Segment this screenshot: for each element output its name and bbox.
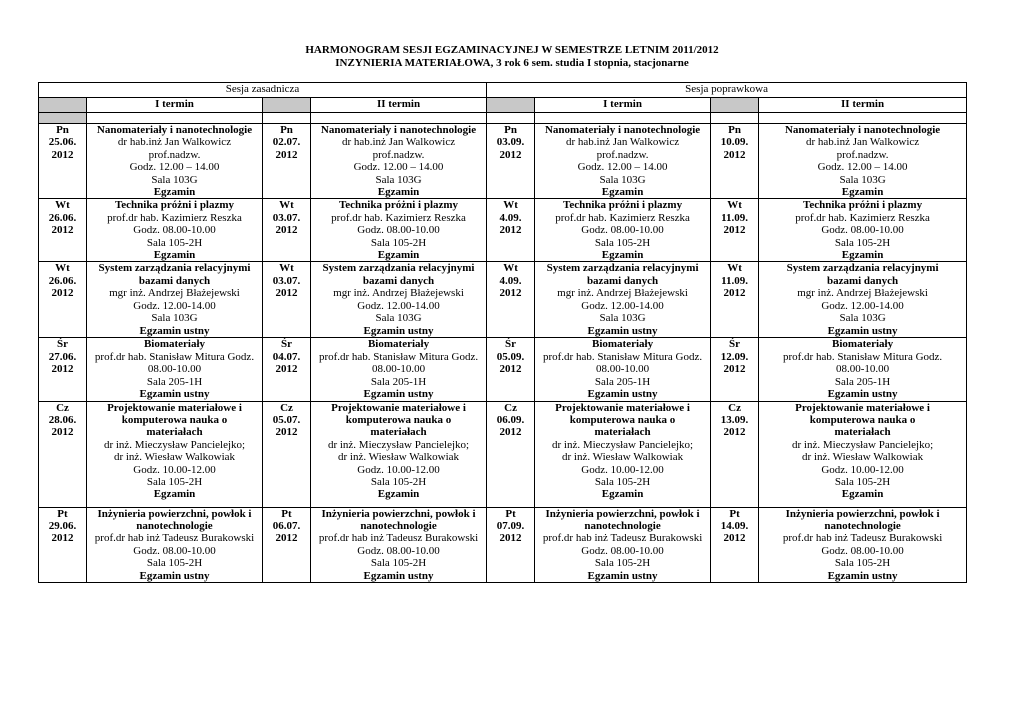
- empty-cell: [759, 113, 967, 124]
- exam-detail: Sala 103G: [839, 312, 886, 325]
- exam-type: Egzamin ustny: [587, 569, 658, 582]
- exam-detail: Godz. 10.00-12.00: [821, 463, 904, 476]
- exam-subject: System zarządzania relacyjnymi: [786, 262, 939, 275]
- exam-date-line: 2012: [723, 148, 746, 161]
- exam-date-line: Wt: [727, 262, 742, 275]
- exam-date-cell: [711, 262, 759, 338]
- exam-detail: Sala 105-2H: [370, 557, 427, 570]
- exam-detail: Godz. 08.00-10.00: [581, 544, 664, 557]
- exam-type: Egzamin: [377, 488, 420, 501]
- exam-detail: prof.dr hab inż Tadeusz Burakowski: [94, 532, 255, 545]
- exam-detail: Sala 105-2H: [370, 236, 427, 249]
- exam-info-cell: [87, 401, 263, 507]
- exam-date-line: 2012: [499, 148, 522, 161]
- exam-info-cell: [759, 199, 967, 262]
- header-gray-cell: [39, 98, 87, 113]
- exam-detail: Godz. 12.00-14.00: [821, 299, 904, 312]
- exam-subject: Biomateriały: [591, 338, 654, 351]
- exam-type: Egzamin: [153, 186, 196, 199]
- empty-cell: [263, 113, 311, 124]
- exam-detail: Godz. 12.00 – 14.00: [817, 161, 908, 174]
- exam-detail: Sala 103G: [375, 312, 422, 325]
- exam-date-cell: [487, 338, 535, 401]
- exam-date-line: 2012: [499, 363, 522, 376]
- exam-detail: Sala 103G: [839, 173, 886, 186]
- exam-detail: Godz. 12.00 – 14.00: [577, 161, 668, 174]
- exam-info-cell: [535, 507, 711, 582]
- exam-date-line: Wt: [503, 262, 518, 275]
- exam-subject: bazami danych: [138, 274, 211, 287]
- exam-date-line: 28.06.: [48, 413, 77, 426]
- exam-date-cell: [487, 262, 535, 338]
- exam-subject: Technika próżni i plazmy: [563, 199, 683, 212]
- exam-date-line: Cz: [504, 401, 517, 414]
- term-4-header: II termin: [759, 98, 967, 113]
- exam-row: [39, 199, 967, 262]
- exam-subject: komputerowa nauka o: [809, 413, 916, 426]
- exam-date-line: Śr: [729, 338, 741, 351]
- exam-date-line: 04.07.: [272, 350, 301, 363]
- exam-type: Egzamin: [841, 186, 884, 199]
- exam-date-line: Pt: [505, 507, 516, 520]
- exam-subject: Projektowanie materiałowe i: [795, 401, 930, 414]
- exam-subject: materiałach: [594, 426, 651, 439]
- exam-detail: Sala 105-2H: [594, 475, 651, 488]
- session-resit-header: Sesja poprawkowa: [487, 83, 967, 98]
- exam-date-cell: [487, 401, 535, 507]
- exam-date-line: 2012: [723, 363, 746, 376]
- exam-info-cell: [535, 262, 711, 338]
- exam-date-line: 12.09.: [720, 350, 749, 363]
- exam-date-line: 2012: [499, 287, 522, 300]
- exam-info-cell: [759, 338, 967, 401]
- exam-detail: Sala 105-2H: [594, 236, 651, 249]
- exam-detail: Godz. 08.00-10.00: [581, 224, 664, 237]
- exam-detail: Godz. 12.00-14.00: [133, 299, 216, 312]
- exam-type: Egzamin ustny: [827, 324, 898, 337]
- exam-detail: Sala 103G: [599, 173, 646, 186]
- exam-date-cell: [263, 507, 311, 582]
- exam-date-cell: [711, 124, 759, 199]
- exam-type: Egzamin ustny: [139, 388, 210, 401]
- exam-subject: Nanomateriały i nanotechnologie: [96, 124, 253, 136]
- exam-subject: Technika próżni i plazmy: [114, 199, 235, 212]
- exam-date-line: Pt: [281, 507, 292, 520]
- exam-subject: System zarządzania relacyjnymi: [322, 262, 475, 275]
- exam-date-line: Pn: [728, 124, 741, 136]
- exam-date-line: 2012: [723, 426, 746, 439]
- exam-detail: prof.dr hab inż Tadeusz Burakowski: [782, 532, 943, 545]
- exam-info-cell: [759, 124, 967, 199]
- exam-detail: prof.nadzw.: [148, 148, 201, 161]
- exam-type: Egzamin ustny: [827, 388, 898, 401]
- exam-subject: System zarządzania relacyjnymi: [546, 262, 699, 275]
- exam-date-line: Śr: [505, 338, 517, 351]
- empty-cell: [487, 113, 535, 124]
- exam-subject: Inżynieria powierzchni, powłok i: [321, 507, 476, 520]
- exam-subject: Nanomateriały i nanotechnologie: [544, 124, 701, 136]
- exam-date-cell: [487, 124, 535, 199]
- exam-detail: prof.dr hab. Kazimierz Reszka: [795, 211, 930, 224]
- exam-info-cell: [311, 338, 487, 401]
- exam-detail: prof.dr hab inż Tadeusz Burakowski: [318, 532, 479, 545]
- exam-detail: Sala 103G: [151, 312, 198, 325]
- exam-type: Egzamin: [153, 488, 196, 501]
- exam-detail: 08.00-10.00: [371, 363, 426, 376]
- exam-subject: Inżynieria powierzchni, powłok i: [545, 507, 700, 520]
- exam-date-line: 03.07.: [272, 274, 301, 287]
- exam-date-line: 2012: [275, 363, 298, 376]
- exam-detail: dr hab.inż Jan Walkowicz: [565, 136, 680, 149]
- title-line-2: INZYNIERIA MATERIAŁOWA, 3 rok 6 sem. studia I stopnia, stacjonarne: [335, 57, 689, 69]
- exam-detail: dr inż. Wiesław Walkowiak: [802, 451, 924, 464]
- exam-info-cell: [759, 401, 967, 507]
- exam-detail: Godz. 10.00-12.00: [357, 463, 440, 476]
- exam-type: Egzamin: [841, 488, 884, 501]
- exam-subject: komputerowa nauka o: [569, 413, 676, 426]
- exam-info-cell: [311, 262, 487, 338]
- exam-subject: nanotechnologie: [824, 519, 901, 532]
- exam-info-cell: [535, 199, 711, 262]
- exam-date-cell: [263, 338, 311, 401]
- exam-date-line: 06.07.: [272, 519, 301, 532]
- exam-date-line: Wt: [55, 199, 70, 212]
- exam-subject: nanotechnologie: [584, 519, 661, 532]
- exam-detail: prof.dr hab. Kazimierz Reszka: [331, 211, 466, 224]
- exam-type: Egzamin ustny: [587, 324, 658, 337]
- exam-subject: materiałach: [834, 426, 891, 439]
- exam-detail: dr inż. Mieczysław Pancielejko;: [792, 438, 934, 451]
- exam-date-line: Pt: [729, 507, 740, 520]
- exam-detail: 08.00-10.00: [147, 363, 202, 376]
- exam-date-line: Cz: [728, 401, 741, 414]
- exam-date-line: 07.09.: [496, 519, 525, 532]
- exam-subject: Projektowanie materiałowe i: [555, 401, 690, 414]
- exam-detail: Godz. 08.00-10.00: [357, 224, 440, 237]
- exam-detail: Godz. 12.00-14.00: [357, 299, 440, 312]
- exam-detail: Sala 105-2H: [370, 475, 427, 488]
- exam-detail: prof.dr hab. Stanisław Mitura Godz.: [94, 350, 255, 363]
- exam-type: Egzamin ustny: [363, 324, 434, 337]
- exam-date-line: Pn: [280, 124, 293, 136]
- exam-detail: dr inż. Mieczysław Pancielejko;: [327, 438, 470, 451]
- empty-cell: [87, 113, 263, 124]
- exam-date-line: 4.09.: [499, 211, 522, 224]
- title-line-1: HARMONOGRAM SESJI EGZAMINACYJNEJ W SEMESTRZE LETNIM 2011/2012: [305, 44, 719, 56]
- exam-date-line: Śr: [57, 338, 68, 351]
- exam-detail: Godz. 12.00 – 14.00: [129, 161, 220, 174]
- exam-detail: Sala 103G: [375, 173, 422, 186]
- exam-date-line: 05.07.: [272, 413, 301, 426]
- exam-type: Egzamin ustny: [139, 324, 210, 337]
- exam-info-cell: [311, 124, 487, 199]
- empty-cell: [311, 113, 487, 124]
- exam-info-cell: [311, 199, 487, 262]
- document-title: [0, 44, 1024, 70]
- exam-subject: Biomateriały: [143, 338, 206, 351]
- exam-detail: Godz. 10.00-12.00: [133, 463, 216, 476]
- exam-subject: Inżynieria powierzchni, powłok i: [97, 507, 252, 520]
- exam-detail: Sala 205-1H: [146, 375, 203, 388]
- exam-subject: nanotechnologie: [136, 519, 213, 532]
- exam-row: [39, 338, 967, 401]
- exam-date-cell: [711, 338, 759, 401]
- exam-type: Egzamin: [377, 249, 420, 262]
- exam-info-cell: [87, 199, 263, 262]
- exam-date-line: 10.09.: [720, 136, 749, 149]
- exam-date-cell: [39, 401, 87, 507]
- exam-detail: dr inż. Mieczysław Pancielejko;: [103, 438, 246, 451]
- exam-detail: prof.dr hab. Stanisław Mitura Godz.: [318, 350, 479, 363]
- exam-date-line: 03.07.: [272, 211, 301, 224]
- exam-detail: prof.dr hab. Kazimierz Reszka: [555, 211, 690, 224]
- exam-info-cell: [535, 124, 711, 199]
- exam-row: [39, 262, 967, 338]
- exam-date-cell: [263, 199, 311, 262]
- exam-subject: Technika próżni i plazmy: [338, 199, 459, 212]
- header-gray-cell: [263, 98, 311, 113]
- exam-date-line: 2012: [723, 287, 746, 300]
- exam-detail: Sala 105-2H: [594, 557, 651, 570]
- exam-date-line: 2012: [499, 224, 522, 237]
- exam-date-cell: [39, 124, 87, 199]
- exam-row: [39, 401, 967, 507]
- exam-date-line: 2012: [723, 532, 746, 545]
- exam-date-cell: [39, 199, 87, 262]
- exam-schedule-table: [38, 82, 967, 583]
- exam-detail: mgr inż. Andrzej Błażejewski: [109, 287, 240, 300]
- exam-info-cell: [759, 507, 967, 582]
- exam-subject: Nanomateriały i nanotechnologie: [320, 124, 477, 136]
- exam-date-line: 2012: [51, 363, 74, 376]
- exam-date-line: Wt: [503, 199, 518, 212]
- exam-detail: dr inż. Wiesław Walkowiak: [562, 451, 684, 464]
- exam-date-line: 13.09.: [720, 413, 749, 426]
- exam-type: Egzamin: [153, 249, 196, 262]
- exam-subject: Technika próżni i plazmy: [803, 199, 923, 212]
- exam-detail: Sala 205-1H: [594, 375, 651, 388]
- exam-detail: prof.dr hab. Kazimierz Reszka: [107, 211, 242, 224]
- exam-date-cell: [711, 507, 759, 582]
- exam-date-line: Pt: [57, 507, 68, 520]
- exam-date-line: Pn: [56, 124, 69, 136]
- exam-detail: mgr inż. Andrzej Błażejewski: [797, 287, 928, 300]
- exam-date-line: 2012: [275, 426, 298, 439]
- exam-type: Egzamin: [377, 186, 420, 199]
- exam-date-cell: [263, 401, 311, 507]
- exam-detail: prof.nadzw.: [596, 148, 649, 161]
- exam-detail: Godz. 08.00-10.00: [133, 224, 216, 237]
- exam-date-line: 2012: [275, 148, 298, 161]
- exam-type: Egzamin ustny: [827, 569, 898, 582]
- exam-date-cell: [39, 507, 87, 582]
- exam-detail: Godz. 12.00-14.00: [581, 299, 664, 312]
- exam-date-line: 02.07.: [272, 136, 301, 149]
- exam-detail: Sala 205-1H: [834, 375, 891, 388]
- empty-cell: [535, 113, 711, 124]
- exam-date-line: 27.06.: [48, 350, 77, 363]
- exam-info-cell: [87, 338, 263, 401]
- exam-subject: materiałach: [370, 426, 427, 439]
- exam-detail: Sala 103G: [599, 312, 646, 325]
- empty-cell: [711, 113, 759, 124]
- exam-detail: Godz. 12.00 – 14.00: [353, 161, 444, 174]
- exam-detail: Sala 105-2H: [834, 236, 891, 249]
- exam-date-line: 2012: [51, 148, 74, 161]
- exam-subject: nanotechnologie: [360, 519, 437, 532]
- exam-info-cell: [535, 338, 711, 401]
- exam-date-line: 14.09.: [720, 519, 749, 532]
- exam-type: Egzamin: [601, 186, 644, 199]
- exam-date-line: 2012: [51, 426, 74, 439]
- exam-detail: Sala 105-2H: [146, 475, 203, 488]
- exam-row: [39, 124, 967, 199]
- exam-date-line: 2012: [499, 532, 522, 545]
- term-2-header: II termin: [311, 98, 487, 113]
- exam-info-cell: [87, 124, 263, 199]
- exam-detail: dr inż. Mieczysław Pancielejko;: [551, 438, 694, 451]
- exam-date-cell: [487, 507, 535, 582]
- exam-type: Egzamin: [601, 488, 644, 501]
- exam-detail: dr hab.inż Jan Walkowicz: [341, 136, 456, 149]
- exam-date-line: 03.09.: [496, 136, 525, 149]
- exam-detail: Godz. 08.00-10.00: [821, 224, 904, 237]
- exam-date-line: Cz: [280, 401, 293, 414]
- exam-date-cell: [39, 262, 87, 338]
- exam-date-line: 29.06.: [48, 519, 77, 532]
- exam-type: Egzamin: [601, 249, 644, 262]
- exam-date-line: 26.06.: [48, 211, 77, 224]
- exam-date-line: 11.09.: [721, 211, 748, 224]
- exam-date-line: 2012: [499, 426, 522, 439]
- exam-date-cell: [263, 262, 311, 338]
- exam-date-cell: [711, 199, 759, 262]
- exam-date-cell: [39, 338, 87, 401]
- exam-detail: Godz. 08.00-10.00: [821, 544, 904, 557]
- exam-date-line: Cz: [56, 401, 69, 414]
- header-gray-cell: [711, 98, 759, 113]
- exam-date-line: 11.09.: [721, 274, 748, 287]
- exam-date-line: 4.09.: [499, 274, 522, 287]
- exam-date-line: Wt: [279, 262, 294, 275]
- exam-date-line: 2012: [275, 287, 298, 300]
- exam-subject: komputerowa nauka o: [121, 413, 228, 426]
- term-1-header: I termin: [87, 98, 263, 113]
- exam-detail: dr inż. Wiesław Walkowiak: [337, 451, 460, 464]
- exam-subject: Biomateriały: [367, 338, 430, 351]
- exam-detail: 08.00-10.00: [835, 363, 890, 376]
- exam-date-line: 2012: [51, 287, 74, 300]
- exam-date-cell: [711, 401, 759, 507]
- exam-subject: bazami danych: [362, 274, 435, 287]
- exam-date-line: 26.06.: [48, 274, 77, 287]
- exam-date-line: 2012: [723, 224, 746, 237]
- exam-date-line: 25.06.: [48, 136, 77, 149]
- exam-subject: bazami danych: [586, 274, 659, 287]
- exam-detail: Sala 105-2H: [834, 557, 891, 570]
- exam-date-cell: [263, 124, 311, 199]
- exam-subject: komputerowa nauka o: [345, 413, 452, 426]
- exam-row: [39, 507, 967, 582]
- exam-info-cell: [311, 401, 487, 507]
- term-3-header: I termin: [535, 98, 711, 113]
- exam-date-line: Pn: [504, 124, 517, 136]
- exam-date-line: Śr: [281, 338, 292, 351]
- exam-subject: Biomateriały: [832, 338, 894, 351]
- session-main-header: Sesja zasadnicza: [39, 83, 487, 98]
- exam-detail: prof.dr hab. Stanisław Mitura Godz.: [782, 350, 943, 363]
- exam-date-line: 2012: [275, 532, 298, 545]
- header-gray-cell: [39, 113, 87, 124]
- exam-detail: dr hab.inż Jan Walkowicz: [117, 136, 232, 149]
- exam-type: Egzamin ustny: [587, 388, 658, 401]
- exam-detail: Sala 105-2H: [834, 475, 891, 488]
- exam-detail: Godz. 10.00-12.00: [581, 463, 664, 476]
- exam-subject: Projektowanie materiałowe i: [331, 401, 466, 414]
- exam-detail: Sala 205-1H: [370, 375, 427, 388]
- exam-type: Egzamin: [841, 249, 884, 262]
- exam-info-cell: [535, 401, 711, 507]
- exam-detail: Sala 105-2H: [146, 557, 203, 570]
- exam-detail: dr hab.inż Jan Walkowicz: [805, 136, 920, 149]
- exam-detail: prof.nadzw.: [836, 148, 889, 161]
- exam-type: Egzamin ustny: [363, 388, 434, 401]
- exam-detail: prof.nadzw.: [372, 148, 425, 161]
- exam-date-line: 2012: [51, 532, 74, 545]
- exam-detail: Godz. 08.00-10.00: [133, 544, 216, 557]
- exam-info-cell: [311, 507, 487, 582]
- exam-date-line: Wt: [279, 199, 294, 212]
- exam-detail: prof.dr hab inż Tadeusz Burakowski: [542, 532, 703, 545]
- exam-subject: System zarządzania relacyjnymi: [98, 262, 251, 275]
- exam-detail: Sala 103G: [151, 173, 198, 186]
- exam-info-cell: [87, 262, 263, 338]
- header-gray-cell: [487, 98, 535, 113]
- exam-date-line: 2012: [51, 224, 74, 237]
- exam-detail: prof.dr hab. Stanisław Mitura Godz.: [542, 350, 703, 363]
- exam-subject: Nanomateriały i nanotechnologie: [784, 124, 941, 136]
- exam-subject: bazami danych: [826, 274, 899, 287]
- exam-subject: Projektowanie materiałowe i: [107, 401, 242, 414]
- exam-detail: mgr inż. Andrzej Błażejewski: [333, 287, 464, 300]
- exam-detail: dr inż. Wiesław Walkowiak: [113, 451, 236, 464]
- exam-detail: mgr inż. Andrzej Błażejewski: [557, 287, 688, 300]
- exam-info-cell: [87, 507, 263, 582]
- exam-type: Egzamin ustny: [139, 569, 210, 582]
- exam-date-line: 05.09.: [496, 350, 525, 363]
- exam-type: Egzamin ustny: [363, 569, 434, 582]
- exam-info-cell: [759, 262, 967, 338]
- exam-date-cell: [487, 199, 535, 262]
- exam-detail: 08.00-10.00: [595, 363, 650, 376]
- exam-subject: Inżynieria powierzchni, powłok i: [785, 507, 940, 520]
- exam-detail: Sala 105-2H: [146, 236, 203, 249]
- exam-date-line: 2012: [275, 224, 298, 237]
- exam-date-line: Wt: [55, 262, 70, 275]
- exam-date-line: Wt: [727, 199, 742, 212]
- exam-detail: Godz. 08.00-10.00: [357, 544, 440, 557]
- exam-subject: materiałach: [146, 426, 203, 439]
- exam-date-line: 06.09.: [496, 413, 525, 426]
